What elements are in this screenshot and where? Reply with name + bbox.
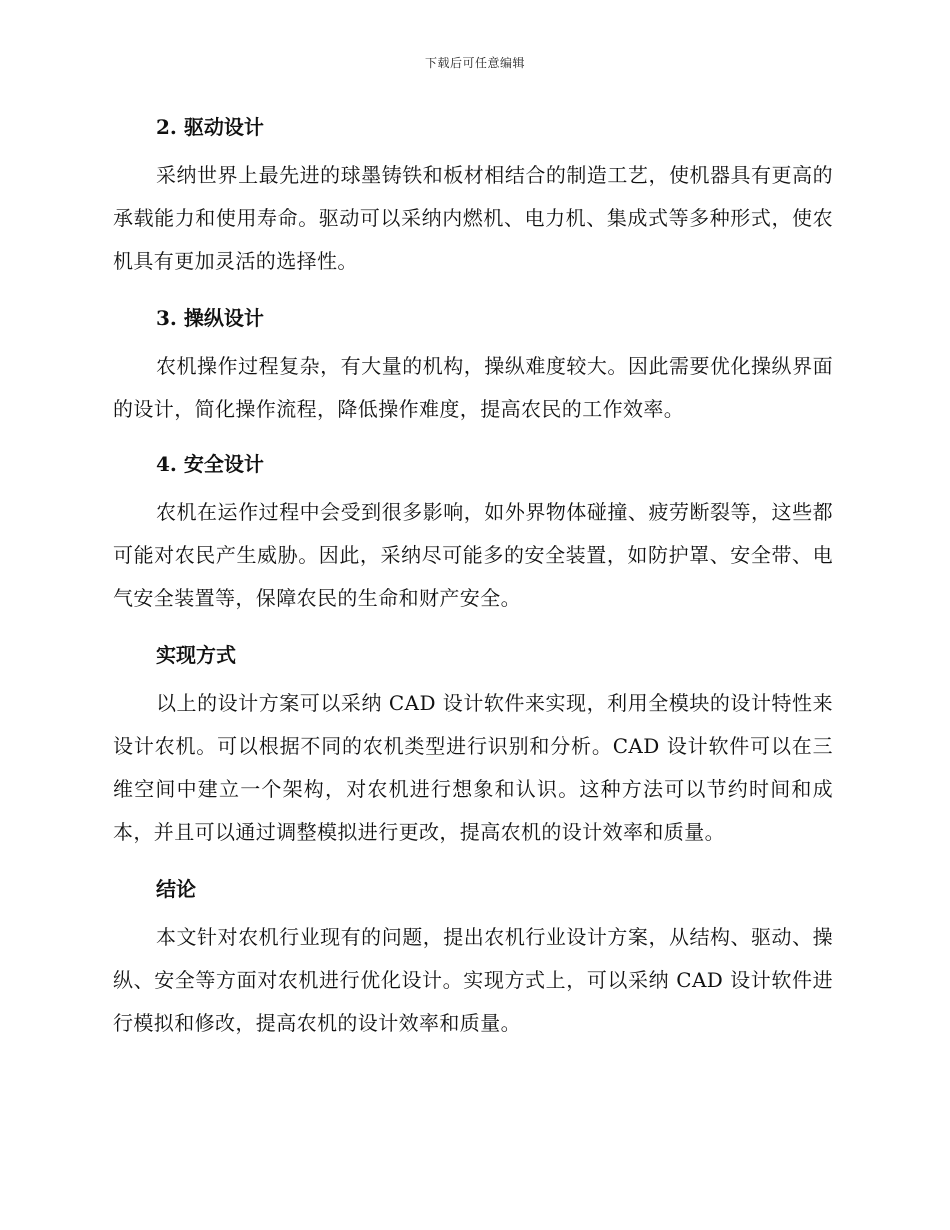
section-paragraph-control-design: 农机操作过程复杂，有大量的机构，操纵难度较大。因此需要优化操纵界面的设计，简化操作流程，降低操作难度，提高农民的工作效率。 bbox=[113, 354, 833, 421]
section-paragraph-conclusion: 本文针对农机行业现有的问题，提出农机行业设计方案，从结构、驱动、操纵、安全等方面对农机进行优化设计。实现方式上，可以采纳 CAD 设计软件进行模拟和修改，提高农机的设计效率和质量。 bbox=[113, 925, 833, 1035]
section-heading-safety-design: 4. 安全设计 bbox=[156, 452, 264, 476]
section-heading-control-design: 3. 操纵设计 bbox=[156, 306, 264, 330]
section-paragraph-safety-design: 农机在运作过程中会受到很多影响，如外界物体碰撞、疲劳断裂等，这些都可能对农民产生威胁。因此，采纳尽可能多的安全装置，如防护罩、安全带、电气安全装置等，保障农民的生命和财产安全。 bbox=[113, 500, 833, 610]
section-heading-conclusion: 结论 bbox=[156, 877, 196, 901]
section-heading-implementation: 实现方式 bbox=[156, 643, 236, 667]
section-paragraph-drive-design: 采纳世界上最先进的球墨铸铁和板材相结合的制造工艺，使机器具有更高的承载能力和使用寿命。驱动可以采纳内燃机、电力机、集成式等多种形式，使农机具有更加灵活的选择性。 bbox=[113, 163, 833, 273]
section-heading-drive-design: 2. 驱动设计 bbox=[156, 115, 264, 139]
document-body bbox=[113, 106, 833, 1059]
page-header: 下载后可任意编辑 bbox=[424, 56, 525, 70]
section-paragraph-implementation: 以上的设计方案可以采纳 CAD 设计软件来实现，利用全模块的设计特性来设计农机。可以根据不同的农机类型进行识别和分析。CAD 设计软件可以在三维空间中建立一个架构，对农机进行想象和认识。这种方法可以节约时间和成本，并且可以通过调整模拟进行更改，提高农机的设计效率和质量。 bbox=[113, 691, 833, 844]
